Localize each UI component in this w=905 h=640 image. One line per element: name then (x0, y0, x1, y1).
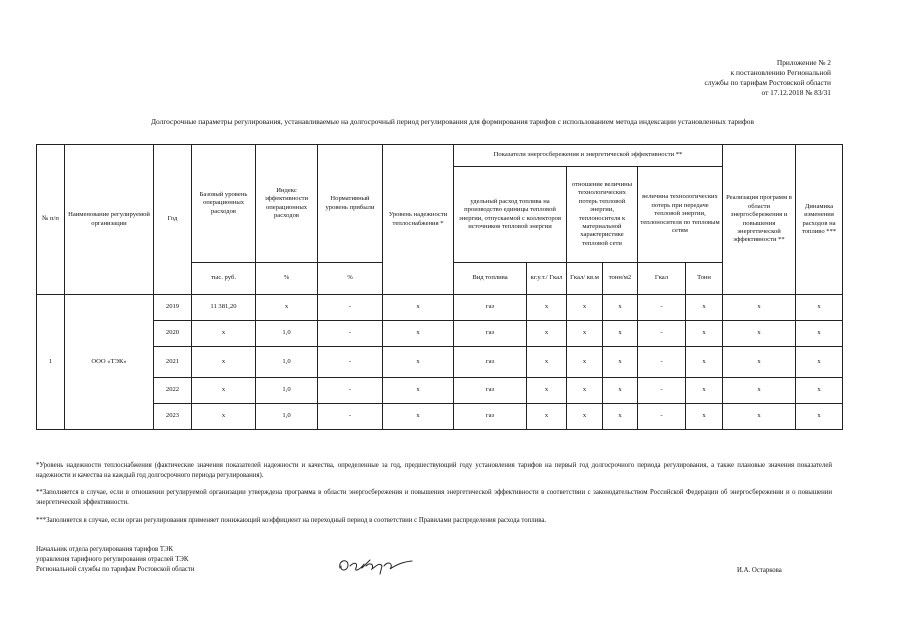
signer-name: И.А. Остаркова (737, 567, 782, 574)
cell-gcal: - (638, 321, 686, 347)
footnote-fuel-dynamics: ***Заполняется в случае, если орган регулирования применяет понижающий коэффициент на переходный период в соответствии с Правилами распределения расхода топлива. (36, 517, 547, 524)
cell-dynamics: х (796, 378, 843, 404)
unit-base: тыс. руб. (192, 263, 256, 295)
cell-index: 1,0 (256, 378, 318, 404)
footnote-energy-program: **Заполняется в случае, если в отношении регулируемой организации утверждена программа в области энергосбережения и повышения энергетической эффективности в соответствии с законодательством Российской Федерации об энергосбережении и о повышении энергетической эффективности. (36, 489, 832, 506)
cell-dynamics: х (796, 404, 843, 430)
cell-reliability: х (383, 321, 454, 347)
table-row (37, 347, 843, 378)
cell-index: 1,0 (256, 347, 318, 378)
cell-profit: - (318, 347, 383, 378)
cell-gcal: - (638, 347, 686, 378)
signer-position-line: Начальник отдела регулирования тарифов ТЭК (36, 546, 174, 553)
cell-gcal-sqm: х (567, 295, 603, 321)
cell-fuel-rate: х (527, 404, 567, 430)
handwritten-signature (336, 550, 416, 580)
cell-index: х (256, 295, 318, 321)
unit-ton-sqm: тонн/м2 (603, 263, 638, 295)
cell-reliability: х (383, 378, 454, 404)
cell-ton: х (686, 347, 723, 378)
cell-base: х (192, 347, 256, 378)
cell-profit: - (318, 378, 383, 404)
cell-fuel: газ (454, 321, 527, 347)
cell-year: 2023 (154, 404, 192, 430)
unit-gcal: Гкал (638, 263, 686, 295)
cell-year: 2019 (154, 295, 192, 321)
cell-program: х (723, 295, 796, 321)
cell-gcal-sqm: х (567, 378, 603, 404)
cell-gcal-sqm: х (567, 321, 603, 347)
header-reliability: Уровень надежности теплоснабжения * (383, 145, 454, 295)
cell-reliability: х (383, 295, 454, 321)
header-base-level: Базовый уровень операционных расходов (192, 145, 256, 263)
unit-index: % (256, 263, 318, 295)
cell-ton-sqm: х (603, 347, 638, 378)
cell-fuel-rate: х (527, 321, 567, 347)
header-fuel-dynamics: Динамика изменения расходов на топливо *** (796, 145, 843, 295)
cell-index: 1,0 (256, 321, 318, 347)
cell-ton-sqm: х (603, 378, 638, 404)
unit-fuel-rate: кг.у.т./ Гкал (527, 263, 567, 295)
cell-fuel: газ (454, 295, 527, 321)
unit-ton: Тонн (686, 263, 723, 295)
cell-fuel: газ (454, 347, 527, 378)
cell-program: х (723, 404, 796, 430)
cell-year: 2021 (154, 347, 192, 378)
cell-reliability: х (383, 347, 454, 378)
cell-reliability: х (383, 404, 454, 430)
cell-ton: х (686, 378, 723, 404)
cell-gcal-sqm: х (567, 404, 603, 430)
appendix-header (704, 58, 831, 98)
cell-fuel-rate: х (527, 347, 567, 378)
cell-gcal: - (638, 295, 686, 321)
appendix-line: Приложение № 2 (776, 58, 831, 67)
cell-fuel-rate: х (527, 295, 567, 321)
cell-profit: - (318, 321, 383, 347)
cell-ton-sqm: х (603, 404, 638, 430)
cell-base: х (192, 378, 256, 404)
header-energy-group: Показатели энергосбережения и энергетической эффективности ** (454, 145, 723, 167)
cell-ton: х (686, 404, 723, 430)
cell-program: х (723, 378, 796, 404)
cell-base: х (192, 321, 256, 347)
footnote-reliability: *Уровень надежности теплоснабжения (фактические значения показателей надежности и качества, определенные за год, предшествующий году установления тарифов на первый год долгосрочного периода регулирования, а также плановые значения показателей надежности и качества на каждый год долгосрочного периода регулирования). (36, 462, 832, 479)
cell-gcal: - (638, 404, 686, 430)
cell-fuel: газ (454, 378, 527, 404)
cell-dynamics: х (796, 295, 843, 321)
header-loss-value: величина технологических потерь при передаче тепловой энергии, теплоносителя по тепловым сетям (638, 167, 723, 263)
cell-dynamics: х (796, 347, 843, 378)
cell-ton: х (686, 321, 723, 347)
unit-fuel-type: Вид топлива (454, 263, 527, 295)
cell-gcal: - (638, 378, 686, 404)
cell-gcal-sqm: х (567, 347, 603, 378)
header-loss-ratio: отношение величины технологических потерь тепловой энергии, теплоносителя к материальной характеристике тепловой сети (567, 167, 638, 263)
cell-profit: - (318, 295, 383, 321)
org-name: ООО «ТЭК» (65, 295, 154, 430)
cell-base: х (192, 404, 256, 430)
signer-block (36, 545, 195, 575)
header-efficiency-index: Индекс эффективности операционных расходов (256, 145, 318, 263)
table-row (37, 404, 843, 430)
table-row (37, 295, 843, 321)
cell-ton: х (686, 295, 723, 321)
header-organization: Наименование регулируемой организации (65, 145, 154, 295)
cell-ton-sqm: х (603, 295, 638, 321)
cell-profit: - (318, 404, 383, 430)
table-row (37, 378, 843, 404)
cell-dynamics: х (796, 321, 843, 347)
header-num: № п/п (37, 145, 65, 295)
cell-index: 1,0 (256, 404, 318, 430)
header-profit-level: Нормативный уровень прибыли (318, 145, 383, 263)
unit-gcal-sqm: Гкал/ кв.м (567, 263, 603, 295)
regulation-parameters-table (36, 144, 843, 430)
cell-ton-sqm: х (603, 321, 638, 347)
cell-program: х (723, 321, 796, 347)
cell-year: 2020 (154, 321, 192, 347)
header-program: Реализация программ в области энергосбережения и повышения энергетической эффективности ** (723, 145, 796, 295)
appendix-line: службы по тарифам Ростовской области (704, 78, 831, 87)
unit-profit: % (318, 263, 383, 295)
cell-fuel: газ (454, 404, 527, 430)
cell-base: 11 381,20 (192, 295, 256, 321)
header-year: Год (154, 145, 192, 295)
org-number: 1 (37, 295, 65, 430)
cell-program: х (723, 347, 796, 378)
appendix-line: от 17.12.2018 № 83/31 (761, 88, 831, 97)
document-title: Долгосрочные параметры регулирования, устанавливаемые на долгосрочный период регулирования для формирования тарифов с использованием метода индексации установленных тарифов (151, 117, 754, 126)
table-row (37, 321, 843, 347)
cell-fuel-rate: х (527, 378, 567, 404)
signer-position-line: Региональной службы по тарифам Ростовской области (36, 566, 195, 573)
appendix-line: к постановлению Региональной (730, 68, 831, 77)
header-fuel-rate: удельный расход топлива на производство единицы тепловой энергии, отпускаемой с коллекторов источников тепловой энергии (454, 167, 567, 263)
signer-position-line: управления тарифного регулирования отраслей ТЭК (36, 556, 189, 563)
cell-year: 2022 (154, 378, 192, 404)
